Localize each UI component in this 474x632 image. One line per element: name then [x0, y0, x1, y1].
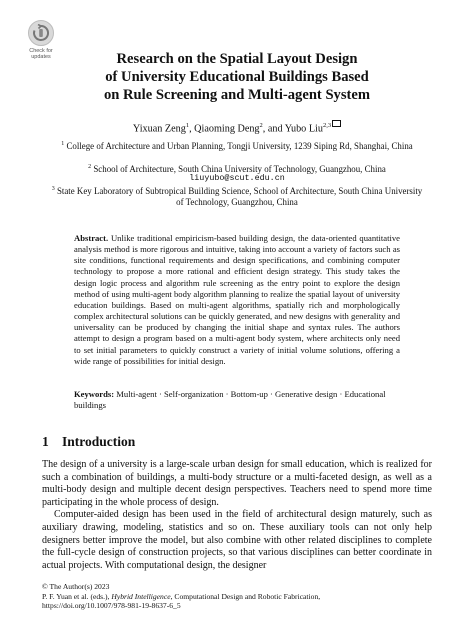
author-list — [60, 119, 414, 135]
email-icon[interactable] — [332, 120, 341, 127]
abstract-label: Abstract. — [74, 233, 109, 243]
section-number: 1 — [42, 434, 49, 449]
author-sup: 1 — [185, 122, 190, 129]
citation — [42, 592, 442, 602]
badge-line-2: updates — [31, 54, 51, 60]
title-line-1: Research on the Spatial Layout Design — [116, 51, 358, 67]
citation-book-title: Hybrid Intelligence — [111, 591, 171, 601]
section-heading — [42, 434, 135, 450]
copyright: © The Author(s) 2023 — [42, 582, 110, 591]
title-line-2: of University Educational Buildings Based — [105, 69, 369, 85]
affiliation-text: State Key Laboratory of Subtropical Building Science, School of Architecture, South China University of Technology, Guangzhou, China — [56, 185, 423, 208]
citation-text: P. F. Yuan et al. (eds.), — [42, 591, 112, 601]
affiliation-sup: 3 — [51, 186, 55, 192]
author-sup: 2,3 — [322, 122, 332, 129]
body-paragraph-1: The design of a university is a large-scale urban design for small education, which is realized for such a combination of buildings, a multi-body structure or a multi-faceted design, as well as a multi-body design and multiple decent design perspectives. Teachers need to spend more time participating in the whole process of design. — [42, 459, 432, 508]
body-text — [42, 459, 432, 572]
title-line-3: on Rule Screening and Multi-agent System — [103, 87, 371, 103]
check-updates-icon — [28, 20, 54, 46]
section-title: Introduction — [62, 434, 136, 449]
affiliation-1 — [50, 139, 424, 152]
author-separator: , — [189, 123, 195, 135]
author-name: Qiaoming Deng — [194, 123, 260, 135]
citation-text: , Computational Design and Robotic Fabrication, — [170, 591, 321, 601]
check-for-updates-badge[interactable] — [26, 20, 56, 60]
badge-line-1: Check for — [29, 48, 53, 54]
keywords — [74, 389, 400, 411]
doi-link[interactable]: https://doi.org/10.1007/978-981-19-8637-6_5 — [42, 601, 181, 611]
author-separator: , and — [262, 123, 285, 135]
affiliation-text: School of Architecture, South China University of Technology, Guangzhou, China — [93, 163, 386, 174]
paper-title — [60, 50, 414, 104]
abstract — [74, 233, 400, 367]
keywords-text: Multi-agent · Self-organization · Bottom-up · Generative design · Educational buildings — [74, 389, 386, 411]
affiliation-3 — [50, 184, 424, 209]
author-name: Yubo Liu — [284, 123, 323, 135]
body-paragraph-2: Computer-aided design has been used in the field of architectural design maturely, such as auxiliary drawing, modeling, statistics and so on. These auxiliary tools can not only help designers better improve the model, but also combine with other related disciplines to complete the full-cycle design of construction projects, so that various disciplines can better coordinate in actual projects. With computational design, the designer — [42, 509, 432, 571]
author-email[interactable]: liuyubo@scut.edu.cn — [189, 173, 285, 183]
affiliation-sup: 2 — [88, 164, 92, 170]
affiliation-sup: 1 — [61, 141, 65, 147]
keywords-label: Keywords: — [74, 389, 115, 399]
author-sup: 2 — [259, 122, 263, 129]
affiliation-text: College of Architecture and Urban Planning, Tongji University, 1239 Siping Rd, Shanghai, China — [66, 140, 413, 151]
abstract-text: Unlike traditional empiricism-based building design, the data-oriented quantitative analysis method is more rigorous and intuitive, taking into account a variety of factors such as site conditions, functional requirements and design specifications, and combining computer technology to propose a more rational and efficient design strategy. This study takes the design logic process and algorithm rule screening as the entry point to explore the design method of using multi-agent body algorithm planning to realize the spatial layout of university education buildings. Based on multi-agent algorithms, spatially rich and morphologically complex architectural solutions can be quickly generated, and new designs with generality and universality can be produced by changing the initial shape and syntax rules. The authors attempt to design a program based on a multi-agent body system, where architects only need to set initial parameters to quickly construct a variety of initial volume solutions, offering a wide range of possibilities for initial design. — [74, 233, 400, 366]
author-name: Yixuan Zeng — [132, 123, 186, 135]
footer — [42, 582, 442, 611]
